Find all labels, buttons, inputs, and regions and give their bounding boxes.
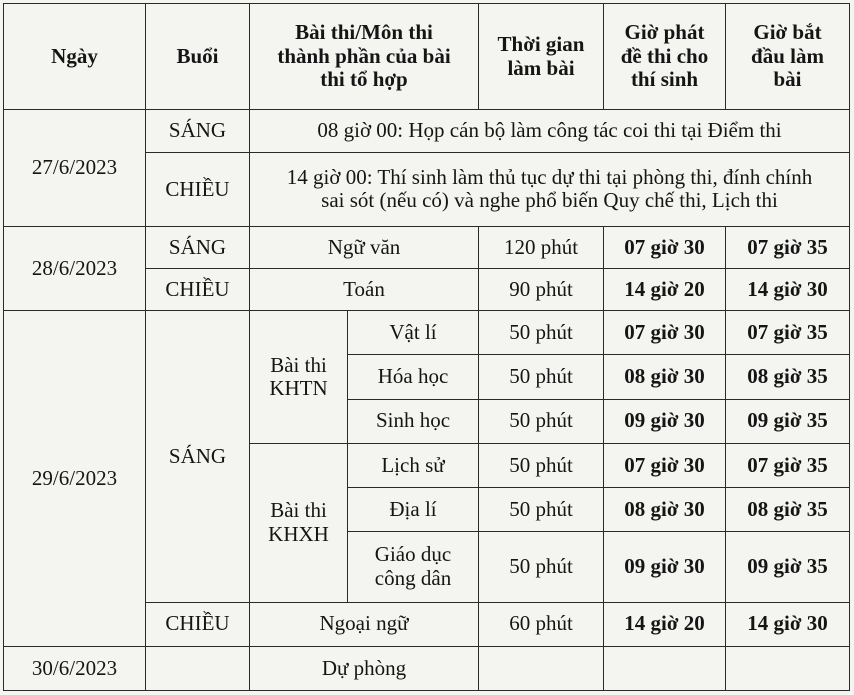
duration-cell: 50 phút	[479, 488, 604, 532]
session-cell: CHIỀU	[146, 269, 250, 311]
start-time-cell: 14 giờ 30	[726, 269, 850, 311]
start-time-cell: 09 giờ 35	[726, 532, 850, 602]
start-time-cell: 08 giờ 35	[726, 488, 850, 532]
start-time-cell: 07 giờ 35	[726, 311, 850, 355]
session-cell: SÁNG	[146, 311, 250, 602]
table-row	[4, 646, 850, 690]
distribute-time-cell	[604, 646, 726, 690]
session-cell	[146, 646, 250, 690]
group-label-line: KHTN	[269, 376, 328, 401]
group-label-line: Bài thi	[270, 498, 327, 523]
table-row	[4, 311, 850, 355]
subject-cell	[348, 532, 479, 602]
table-row	[4, 226, 850, 268]
header-gio-phat	[604, 4, 726, 110]
note-cell: 08 giờ 00: Họp cán bộ làm công tác coi thi tại Điểm thi	[250, 110, 850, 152]
header-buoi: Buổi	[146, 4, 250, 110]
table-row	[4, 110, 850, 152]
session-cell: SÁNG	[146, 226, 250, 268]
subject-cell: Hóa học	[348, 355, 479, 399]
group-cell-khxh	[250, 443, 348, 602]
header-gio-phat-line2: đề thi cho	[620, 43, 709, 68]
start-time-cell: 09 giờ 35	[726, 399, 850, 443]
subject-cell: Lịch sử	[348, 443, 479, 487]
subject-cell: Địa lí	[348, 488, 479, 532]
distribute-time-cell: 14 giờ 20	[604, 269, 726, 311]
note-cell	[250, 152, 850, 226]
subject-cell: Ngoại ngữ	[250, 602, 479, 646]
subject-line: Giáo dục	[374, 542, 452, 567]
header-mon-thi-line3: thi tổ hợp	[320, 67, 408, 92]
subject-cell: Toán	[250, 269, 479, 311]
header-gio-phat-line1: Giờ phát	[624, 20, 705, 45]
start-time-cell: 14 giờ 30	[726, 602, 850, 646]
duration-cell: 50 phút	[479, 532, 604, 602]
header-gio-bat-dau	[726, 4, 850, 110]
duration-cell	[479, 646, 604, 690]
group-label-line: KHXH	[268, 521, 329, 546]
session-cell: CHIỀU	[146, 152, 250, 226]
distribute-time-cell: 07 giờ 30	[604, 226, 726, 268]
duration-cell: 90 phút	[479, 269, 604, 311]
duration-cell: 120 phút	[479, 226, 604, 268]
duration-cell: 50 phút	[479, 311, 604, 355]
distribute-time-cell: 09 giờ 30	[604, 399, 726, 443]
header-mon-thi-line1: Bài thi/Môn thi	[295, 20, 433, 45]
duration-cell: 50 phút	[479, 399, 604, 443]
duration-cell: 60 phút	[479, 602, 604, 646]
subject-cell: Ngữ văn	[250, 226, 479, 268]
note-line: sai sót (nếu có) và nghe phổ biến Quy chế thi, Lịch thi	[321, 188, 778, 213]
distribute-time-cell: 08 giờ 30	[604, 488, 726, 532]
distribute-time-cell: 14 giờ 20	[604, 602, 726, 646]
note-line: 14 giờ 00: Thí sinh làm thủ tục dự thi tại phòng thi, đính chính	[286, 164, 813, 189]
start-time-cell: 07 giờ 35	[726, 226, 850, 268]
header-gio-phat-line3: thí sinh	[630, 67, 699, 92]
distribute-time-cell: 07 giờ 30	[604, 443, 726, 487]
header-row	[4, 4, 850, 110]
date-cell: 28/6/2023	[4, 226, 146, 310]
start-time-cell: 07 giờ 35	[726, 443, 850, 487]
start-time-cell: 08 giờ 35	[726, 355, 850, 399]
header-thoi-gian-line2: làm bài	[507, 55, 575, 80]
exam-schedule-table	[3, 3, 850, 691]
distribute-time-cell: 09 giờ 30	[604, 532, 726, 602]
header-mon-thi-line2: thành phần của bài	[277, 43, 451, 68]
header-thoi-gian	[479, 4, 604, 110]
subject-cell: Sinh học	[348, 399, 479, 443]
header-gio-bat-dau-line3: bài	[773, 67, 802, 92]
group-label-line: Bài thi	[270, 352, 327, 377]
session-cell: CHIỀU	[146, 602, 250, 646]
header-gio-bat-dau-line2: đầu làm	[751, 43, 824, 68]
date-cell: 29/6/2023	[4, 311, 146, 646]
header-thoi-gian-line1: Thời gian	[497, 32, 585, 57]
header-gio-bat-dau-line1: Giờ bắt	[753, 20, 822, 45]
start-time-cell	[726, 646, 850, 690]
header-mon-thi	[250, 4, 479, 110]
date-cell: 30/6/2023	[4, 646, 146, 690]
distribute-time-cell: 07 giờ 30	[604, 311, 726, 355]
subject-line: công dân	[374, 565, 452, 590]
distribute-time-cell: 08 giờ 30	[604, 355, 726, 399]
header-ngay: Ngày	[4, 4, 146, 110]
duration-cell: 50 phút	[479, 443, 604, 487]
group-cell-khtn	[250, 311, 348, 444]
subject-cell: Vật lí	[348, 311, 479, 355]
session-cell: SÁNG	[146, 110, 250, 152]
subject-cell: Dự phòng	[250, 646, 479, 690]
date-cell: 27/6/2023	[4, 110, 146, 226]
duration-cell: 50 phút	[479, 355, 604, 399]
